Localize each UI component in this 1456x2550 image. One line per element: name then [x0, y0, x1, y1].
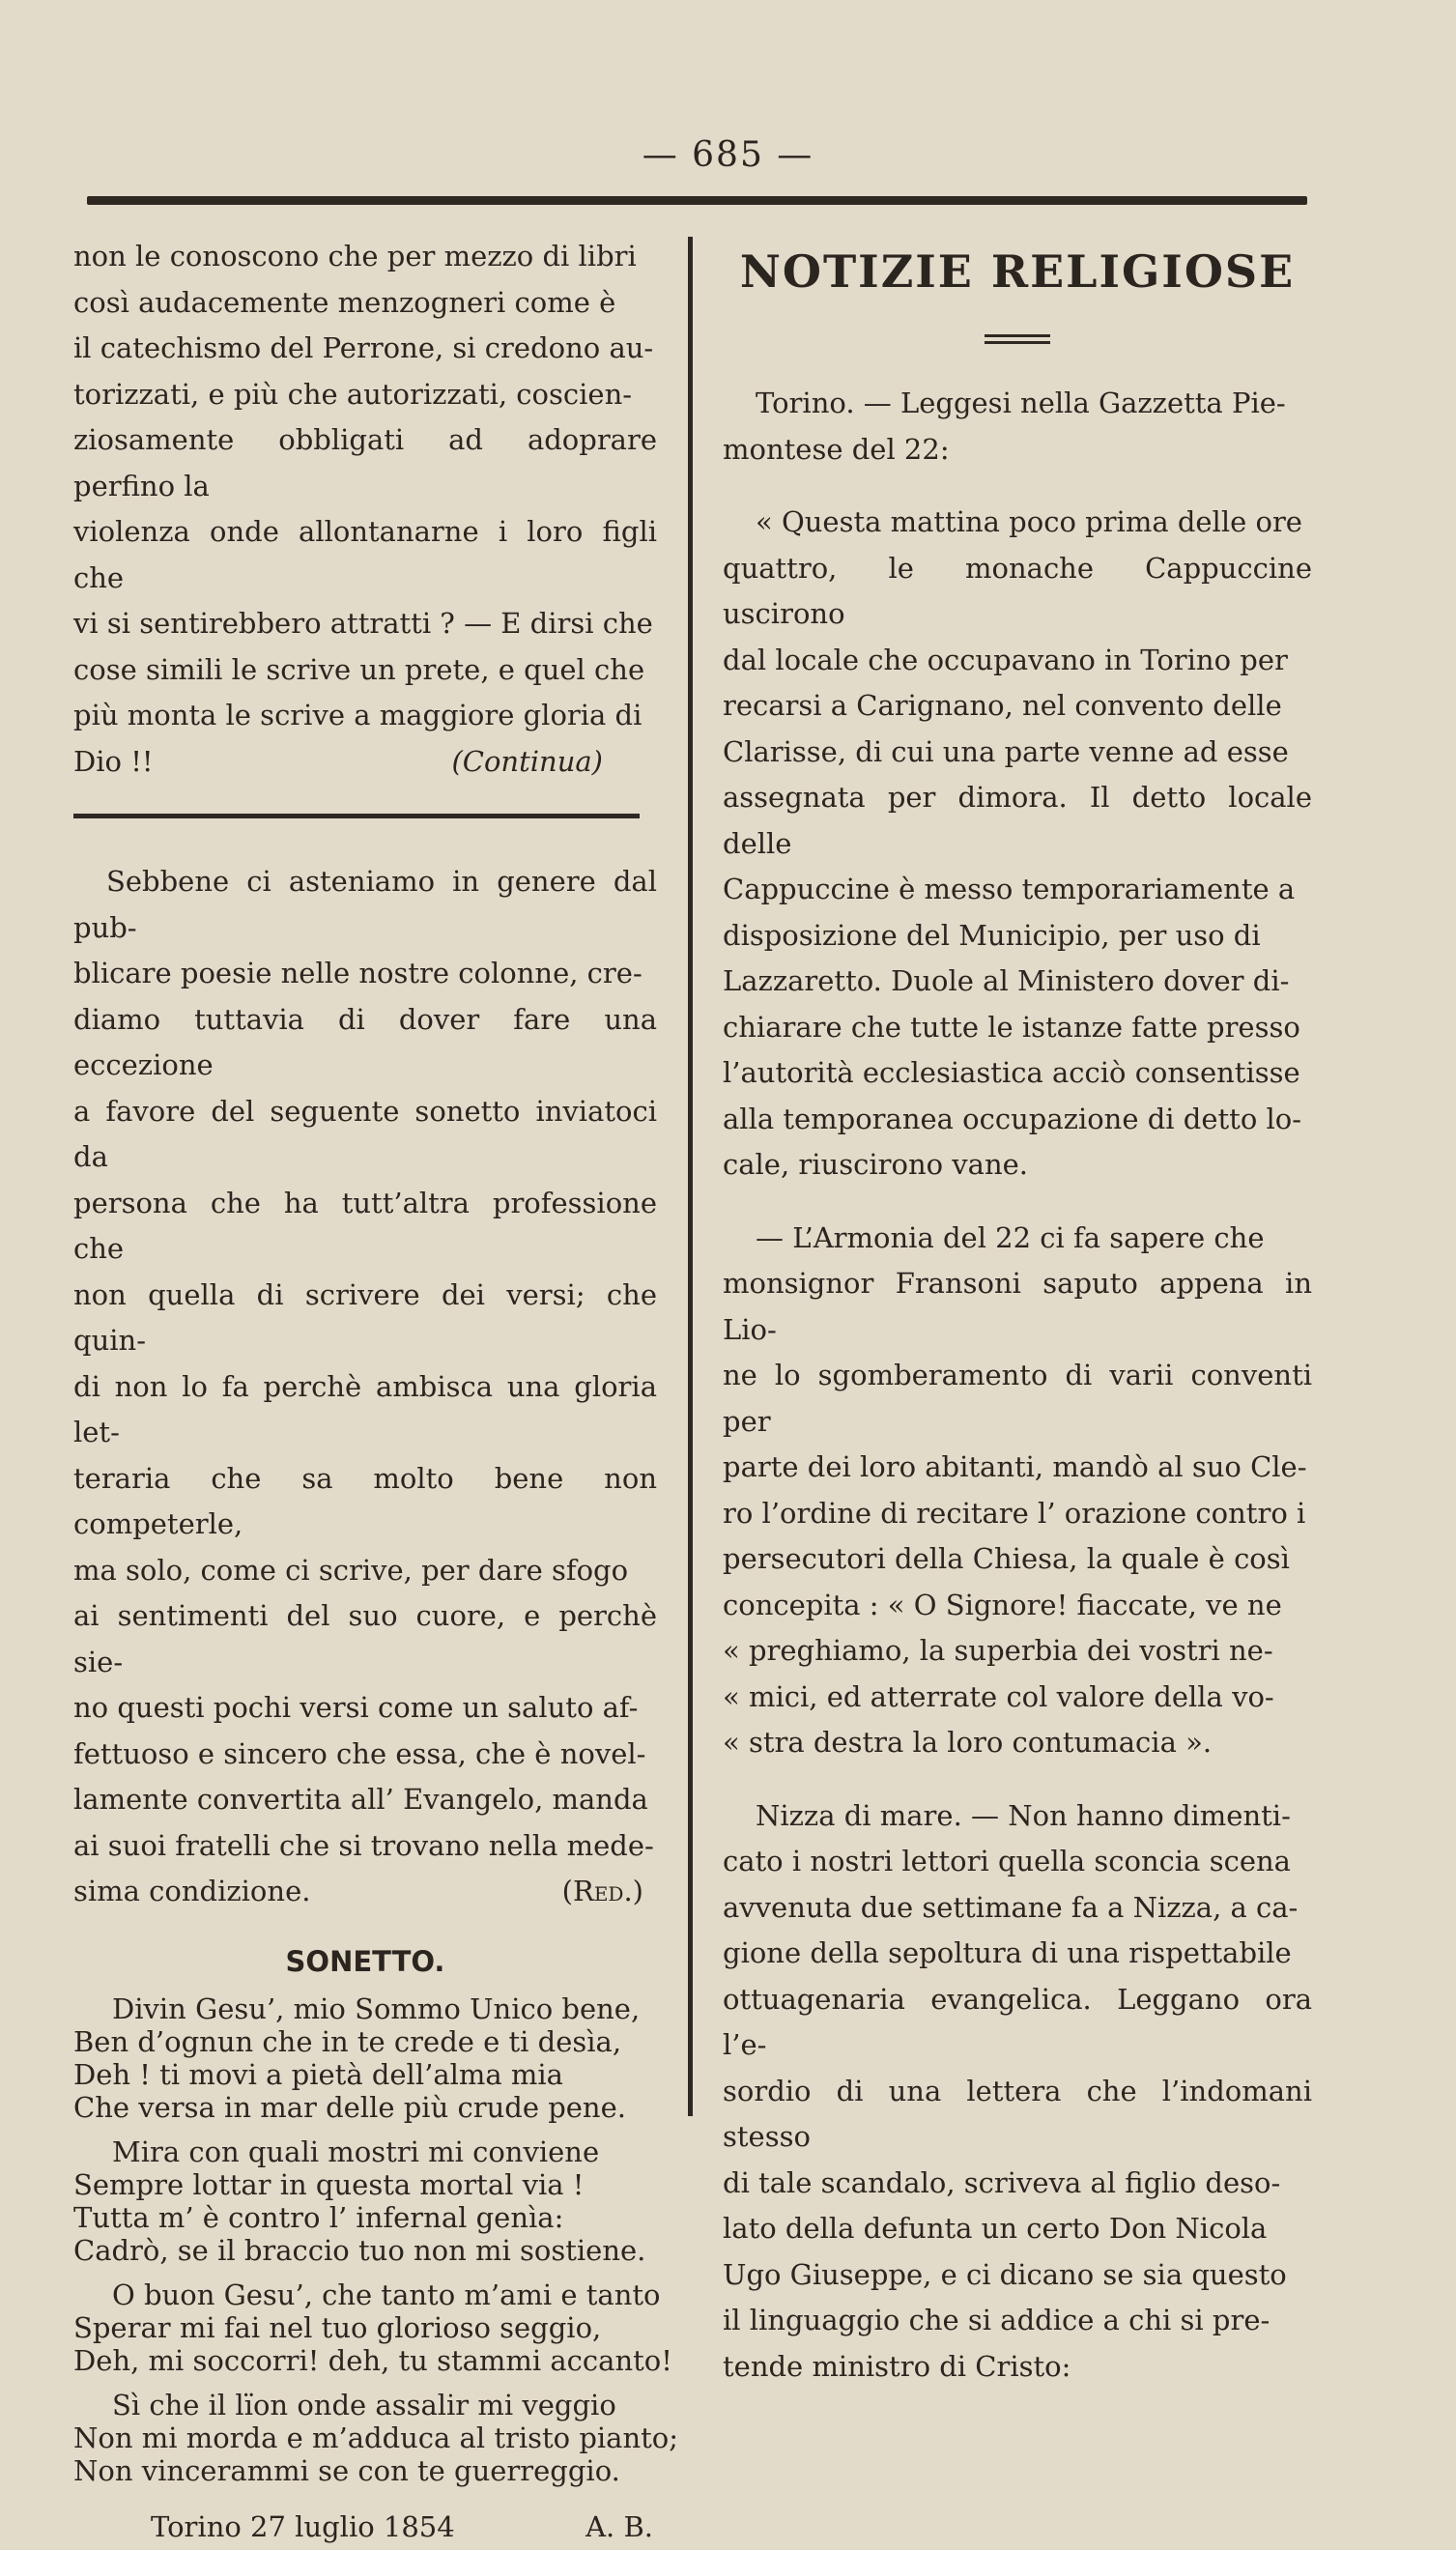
text-line: quattro, le monache Cappuccine uscirono [723, 546, 1312, 638]
text-line: a favore del seguente sonetto inviatoci da [73, 1089, 657, 1181]
poem-line: Sì che il lïon onde assalir mi veggio [73, 2389, 657, 2421]
poem-place-date: Torino 27 luglio 1854 [151, 2505, 455, 2550]
text-line: sordio di una lettera che l’indomani stesso [723, 2069, 1312, 2161]
text-line: « preghiamo, la superbia dei vostri ne- [723, 1628, 1312, 1675]
text-line: cale, riuscirono vane. [723, 1142, 1312, 1189]
editor-signature: (Red.) [562, 1869, 657, 1915]
text-line-end: Dio !! [73, 739, 154, 786]
text-line: — L’Armonia del 22 ci fa sapere che [723, 1216, 1312, 1262]
text-line: dal locale che occupavano in Torino per [723, 638, 1312, 684]
title-ornament [985, 334, 1050, 344]
poem-line: Non vincerammi se con te guerreggio. [73, 2454, 657, 2487]
text-line: ro l’ordine di recitare l’ orazione contro i [723, 1491, 1312, 1537]
poem-line: Cadrò, se il braccio tuo non mi sostiene. [73, 2234, 657, 2267]
text-line [73, 1869, 657, 1915]
text-line-end: sima condizione. [73, 1869, 310, 1915]
poem [73, 1992, 657, 2550]
text-line: il catechismo del Perrone, si credono au- [73, 326, 657, 372]
poem-line: Mira con quali mostri mi conviene [73, 2135, 657, 2168]
text-line: blicare poesie nelle nostre colonne, cre- [73, 951, 657, 997]
text-line: non le conoscono che per mezzo di libri [73, 234, 657, 280]
text-line: cato i nostri lettori quella sconcia scena [723, 1839, 1312, 1885]
text-line: recarsi a Carignano, nel convento delle [723, 683, 1312, 730]
section-divider [73, 814, 640, 818]
poem-line: Non mi morda e m’adduca al tristo pianto; [73, 2421, 657, 2454]
text-line: disposizione del Municipio, per uso di [723, 913, 1312, 960]
page-number: — 685 — [0, 135, 1456, 175]
text-line: concepita : « O Signore! fiaccate, ve ne [723, 1583, 1312, 1629]
text-line: alla temporanea occupazione di detto lo- [723, 1097, 1312, 1143]
text-line: fettuoso e sincero che essa, che è novel- [73, 1732, 657, 1778]
text-line: il linguaggio che si addice a chi si pre- [723, 2298, 1312, 2344]
text-line: vi si sentirebbero attratti ? — E dirsi che [73, 601, 657, 647]
text-line: di tale scandalo, scriveva al figlio deso- [723, 2161, 1312, 2207]
left-column [73, 234, 657, 2550]
text-line: avvenuta due settimane fa a Nizza, a ca- [723, 1885, 1312, 1932]
column-divider [688, 237, 693, 2116]
text-line: più monta le scrive a maggiore gloria di [73, 693, 657, 739]
text-line: Cappuccine è messo temporariamente a [723, 867, 1312, 913]
news-torino [723, 381, 1312, 1189]
news-nizza [723, 1793, 1312, 2391]
stanza [73, 2278, 657, 2377]
poem-author: A. B. [585, 2505, 653, 2550]
right-column [723, 234, 1312, 2390]
text-line: assegnata per dimora. Il detto locale delle [723, 775, 1312, 867]
text-line: diamo tuttavia di dover fare una eccezione [73, 997, 657, 1089]
continued-note: (Continua) [451, 739, 657, 786]
text-line: monsignor Fransoni saputo appena in Lio- [723, 1261, 1312, 1353]
header-rule [87, 196, 1307, 205]
text-line: non quella di scrivere dei versi; che quin- [73, 1273, 657, 1364]
text-line: chiarare che tutte le istanze fatte presso [723, 1005, 1312, 1051]
text-line: l’autorità ecclesiastica acciò consentisse [723, 1050, 1312, 1097]
text-line: persona che ha tutt’altra professione che [73, 1181, 657, 1273]
text-line: Sebbene ci asteniamo in genere dal pub- [73, 859, 657, 951]
text-line: montese del 22: [723, 427, 1312, 473]
stanza [73, 1992, 657, 2124]
text-line: così audacemente menzogneri come è [73, 280, 657, 327]
poem-line: Sempre lottar in questa mortal via ! [73, 2168, 657, 2201]
text-line: Lazzaretto. Duole al Ministero dover di- [723, 959, 1312, 1005]
poem-line: O buon Gesu’, che tanto m’ami e tanto [73, 2278, 657, 2311]
news-armonia [723, 1216, 1312, 1766]
poem-title: SONETTO. [73, 1940, 657, 1983]
text-line: no questi pochi versi come un saluto af- [73, 1685, 657, 1732]
continued-article [73, 234, 657, 785]
section-title: NOTIZIE RELIGIOSE [723, 238, 1312, 305]
text-line: Ugo Giuseppe, e ci dicano se sia questo [723, 2252, 1312, 2299]
text-line: ottuagenaria evangelica. Leggano ora l’e- [723, 1977, 1312, 2069]
text-line: di non lo fa perchè ambisca una gloria let- [73, 1364, 657, 1456]
text-line: lato della defunta un certo Don Nicola [723, 2206, 1312, 2252]
text-line: Nizza di mare. — Non hanno dimenti- [723, 1793, 1312, 1840]
text-line: « Questa mattina poco prima delle ore [723, 500, 1312, 546]
text-line: ne lo sgomberamento di varii conventi per [723, 1353, 1312, 1445]
text-line: cose simili le scrive un prete, e quel che [73, 647, 657, 694]
text-line: gione della sepoltura di una rispettabile [723, 1931, 1312, 1977]
text-line: persecutori della Chiesa, la quale è così [723, 1536, 1312, 1583]
editorial-note [73, 859, 657, 1915]
text-line: Torino. — Leggesi nella Gazzetta Pie- [723, 381, 1312, 427]
text-line: Clarisse, di cui una parte venne ad esse [723, 730, 1312, 776]
poem-line: Tutta m’ è contro l’ infernal genìa: [73, 2201, 657, 2234]
text-line: « stra destra la loro contumacia ». [723, 1720, 1312, 1766]
text-line: « mici, ed atterrate col valore della vo- [723, 1675, 1312, 1721]
poem-line: Divin Gesu’, mio Sommo Unico bene, [73, 1992, 657, 2025]
stanza [73, 2389, 657, 2487]
poem-line: Deh ! ti movi a pietà dell’alma mia [73, 2058, 657, 2091]
text-line: violenza onde allontanarne i loro figli che [73, 509, 657, 601]
text-line: ai sentimenti del suo cuore, e perchè sie- [73, 1593, 657, 1685]
stanza [73, 2135, 657, 2267]
poem-line: Deh, mi soccorri! deh, tu stammi accanto! [73, 2344, 657, 2377]
text-line: torizzati, e più che autorizzati, coscien- [73, 372, 657, 418]
text-line: ma solo, come ci scrive, per dare sfogo [73, 1548, 657, 1594]
text-line: ziosamente obbligati ad adoprare perfino la [73, 417, 657, 509]
poem-line: Ben d’ognun che in te crede e ti desìa, [73, 2025, 657, 2058]
text-line: parte dei loro abitanti, mandò al suo Cle- [723, 1445, 1312, 1491]
text-line: tende ministro di Cristo: [723, 2344, 1312, 2391]
text-line: ai suoi fratelli che si trovano nella mede- [73, 1823, 657, 1870]
text-line: teraria che sa molto bene non competerle, [73, 1456, 657, 1548]
text-line: lamente convertita all’ Evangelo, manda [73, 1777, 657, 1823]
poem-line: Sperar mi fai nel tuo glorioso seggio, [73, 2311, 657, 2344]
text-line [73, 739, 657, 786]
poem-line: Che versa in mar delle più crude pene. [73, 2091, 657, 2124]
poem-signature [73, 2505, 657, 2550]
